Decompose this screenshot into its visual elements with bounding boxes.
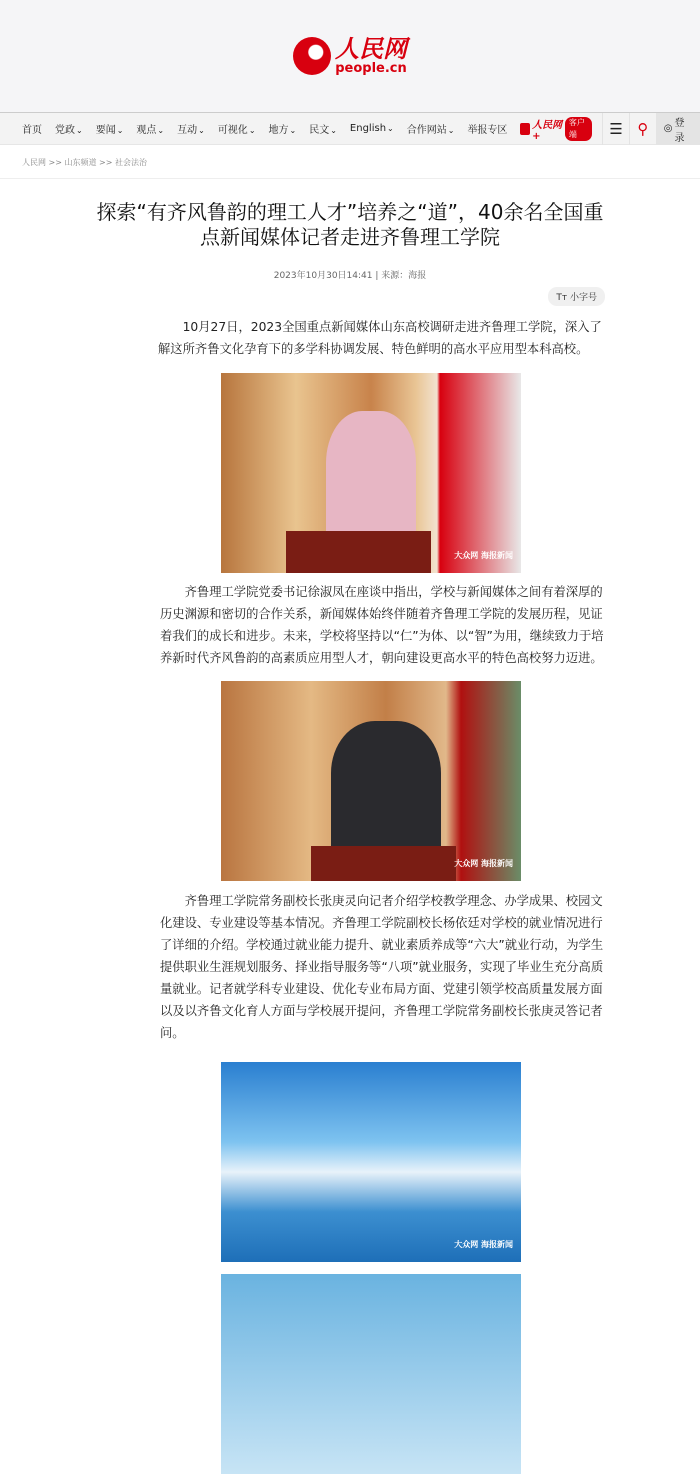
nav-item[interactable] <box>467 121 507 136</box>
breadcrumb-sep: >> <box>99 158 113 167</box>
article-title: 探索“有齐风鲁韵的理工人才”培养之“道”，40余名全国重点新闻媒体记者走进齐鲁理工学院 <box>96 200 604 249</box>
image-watermark: 大众网 海报新闻 <box>454 551 513 560</box>
article-body <box>160 316 605 1474</box>
nav-item[interactable] <box>22 121 42 136</box>
search-icon[interactable]: ⚲ <box>629 113 656 145</box>
nav-item-label: 举报专区 <box>467 125 508 136</box>
chevron-down-icon: ⌄ <box>198 126 205 135</box>
photo-next <box>221 1274 521 1474</box>
menu-icon[interactable]: ☰ <box>602 113 629 145</box>
paragraph: 齐鲁理工学院党委书记徐淑凤在座谈中指出，学校与新闻媒体之间有着深厚的历史渊源和密切的合作关系，新闻媒体始终伴随着齐鲁理工学院的发展历程，见证着我们的成长和进步。未来，学校将坚持以“仁”为体、以“智”为用，继续致力于培养新时代齐风鲁韵的高素质应用型人才，朝向建设更高水平的特色高校努力迈进。 <box>160 585 604 665</box>
breadcrumb-shandong[interactable]: 山东频道 <box>64 158 97 167</box>
nav-item[interactable] <box>96 121 124 136</box>
app-logo-icon <box>520 123 530 135</box>
login-label: 登录 <box>674 117 685 144</box>
chevron-down-icon: ⌄ <box>116 126 124 135</box>
main-nav <box>0 113 700 145</box>
nav-item[interactable] <box>407 121 455 136</box>
nav-item-label: English <box>349 123 387 134</box>
logo-cn: 人民网 <box>335 34 407 63</box>
app-link[interactable] <box>520 116 592 142</box>
photo-speaker-woman <box>221 373 521 573</box>
chevron-down-icon: ⌄ <box>157 126 165 135</box>
nav-item[interactable] <box>177 121 205 136</box>
nav-item-label: 民文 <box>309 125 330 136</box>
nav-item[interactable] <box>55 121 83 136</box>
nav-item-label: 互动 <box>177 125 198 136</box>
image-watermark: 大众网 海报新闻 <box>454 1240 513 1249</box>
login-button[interactable] <box>656 113 700 145</box>
nav-item[interactable] <box>269 121 297 136</box>
photo-speaker-man <box>221 681 521 881</box>
people-cn-logo[interactable] <box>293 36 407 76</box>
nav-item-label: 观点 <box>136 125 157 136</box>
publish-time: 2023年10月30日14:41 <box>273 271 373 281</box>
site-header <box>0 0 700 113</box>
nav-item[interactable] <box>309 121 337 136</box>
breadcrumb <box>0 145 700 179</box>
app-name: 人民网+ <box>532 119 563 142</box>
nav-item-label: 可视化 <box>217 125 248 136</box>
nav-item[interactable] <box>350 123 394 134</box>
source: | 来源：海报 <box>375 271 427 281</box>
nav-item-label: 要闻 <box>95 125 116 136</box>
user-icon: ◎ <box>663 123 673 134</box>
nav-item-label: 首页 <box>22 125 42 136</box>
paragraph: 10月27日，2023全国重点新闻媒体山东高校调研走进齐鲁理工学院，深入了解这所齐鲁文化孕育下的多学科协调发展、特色鲜明的高水平应用型本科高校。 <box>158 320 602 356</box>
chevron-down-icon: ⌄ <box>387 124 394 133</box>
nav-item[interactable] <box>136 121 164 136</box>
photo-dental-lab <box>221 1062 521 1262</box>
font-toggle-label: 小字号 <box>569 293 597 303</box>
nav-item-label: 合作网站 <box>406 125 447 136</box>
chevron-down-icon: ⌄ <box>289 126 297 135</box>
nav-item-label: 党政 <box>55 125 75 136</box>
breadcrumb-society[interactable]: 社会法治 <box>115 158 147 167</box>
breadcrumb-sep: >> <box>48 158 62 167</box>
article-meta <box>0 268 700 281</box>
nav-item-label: 地方 <box>268 125 289 136</box>
app-badge: 客户端 <box>565 117 592 141</box>
image-watermark: 大众网 海报新闻 <box>454 859 513 868</box>
font-icon: Tт <box>556 293 568 303</box>
chevron-down-icon: ⌄ <box>447 126 455 135</box>
chevron-down-icon: ⌄ <box>330 126 337 135</box>
nav-item[interactable] <box>218 121 256 136</box>
logo-en: people.cn <box>335 61 407 76</box>
breadcrumb-home[interactable]: 人民网 <box>22 158 46 167</box>
paragraph: 齐鲁理工学院常务副校长张庚灵向记者介绍学校教学理念、办学成果、校园文化建设、专业建设等基本情况。齐鲁理工学院副校长杨依廷对学校的就业情况进行了详细的介绍。学校通过就业能力提升、就业素质养成等“六大”就业行动，为学生提供职业生涯规划服务、择业指导服务等“八项”就业服务，实现了毕业生充分高质量就业。记者就学科专业建设、优化专业布局方面、党建引领学校高质量发展方面以及以齐鲁文化育人方面与学校展开提问，齐鲁理工学院常务副校长张庚灵答记者问。 <box>160 894 604 1040</box>
logo-mark-icon <box>293 37 331 75</box>
chevron-down-icon: ⌄ <box>76 126 83 135</box>
chevron-down-icon: ⌄ <box>248 126 256 135</box>
font-size-toggle[interactable] <box>548 287 605 306</box>
